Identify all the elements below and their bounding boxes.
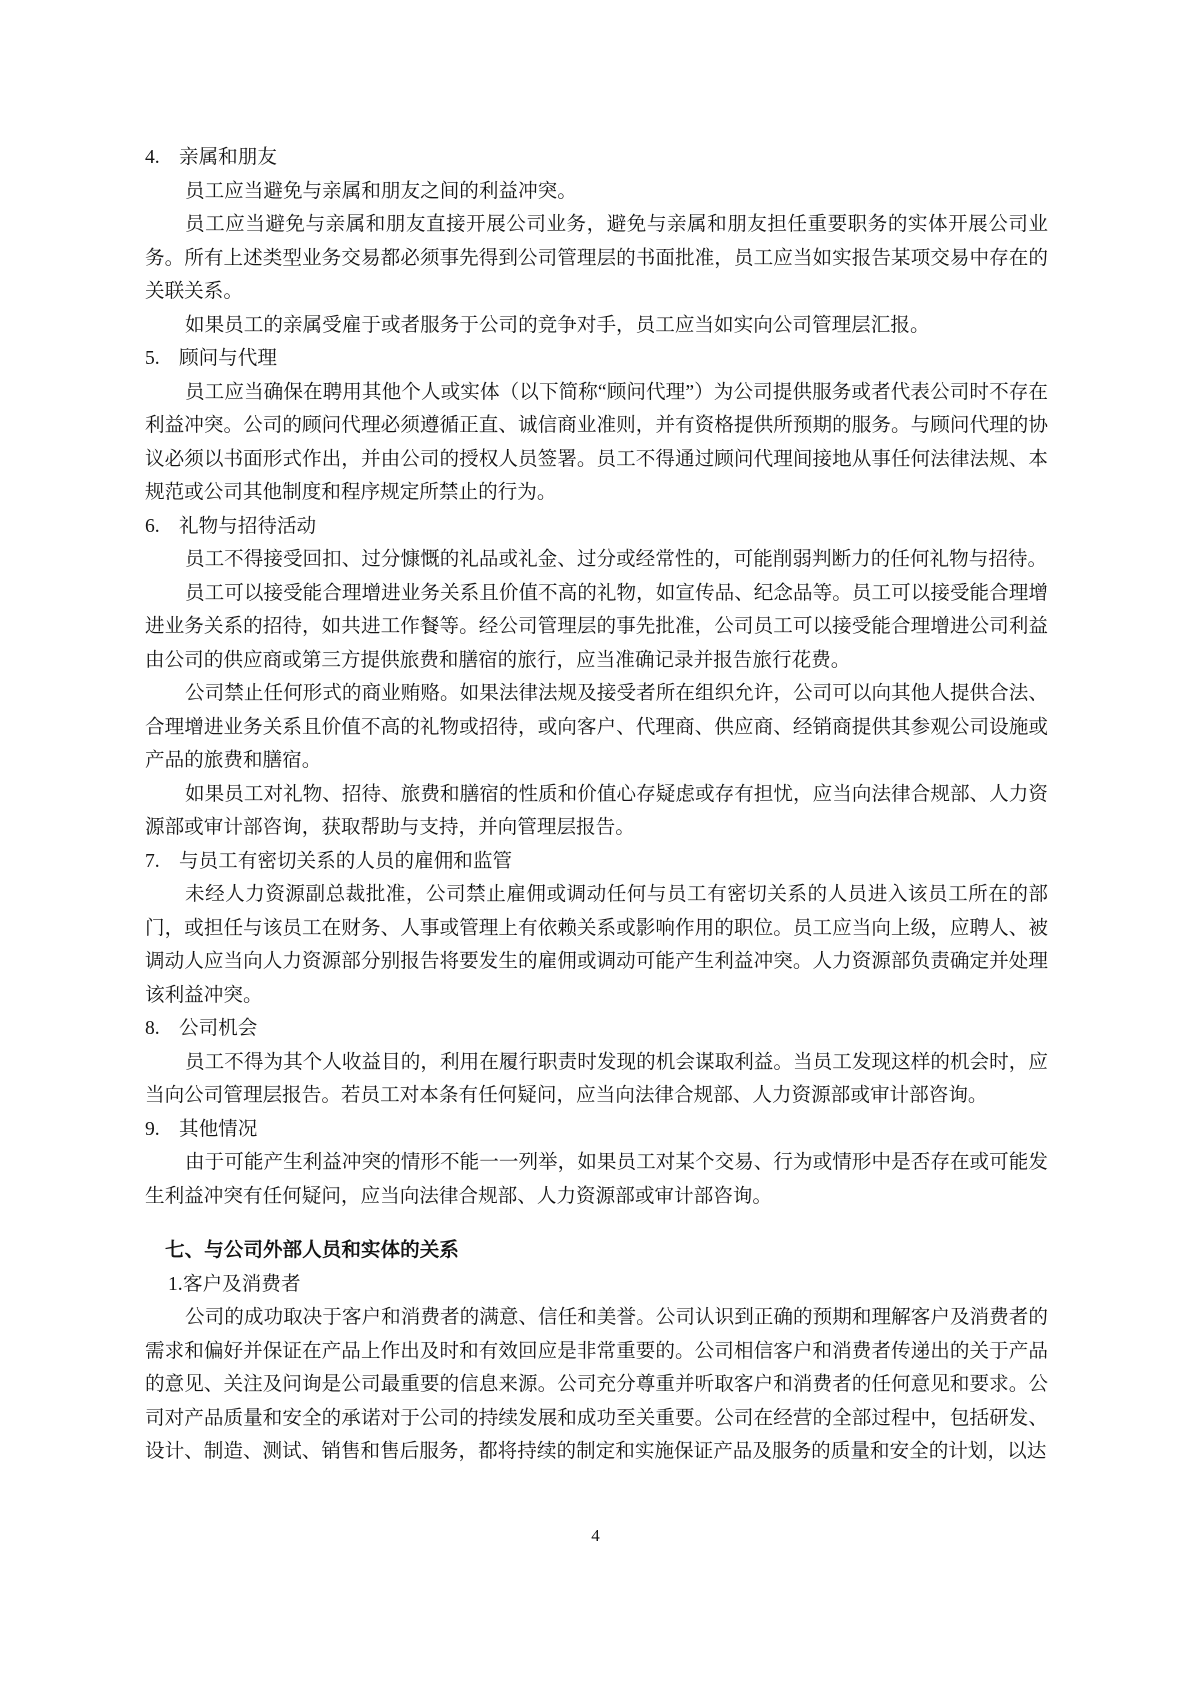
list-number: 8. — [145, 1018, 160, 1039]
list-title: 公司机会 — [179, 1018, 258, 1039]
list-title: 客户及消费者 — [183, 1273, 301, 1295]
document-content — [145, 141, 1048, 1469]
list-title: 顾问与代理 — [179, 348, 277, 369]
list-title: 其他情况 — [179, 1118, 258, 1140]
paragraph: 如果员工对礼物、招待、旅费和膳宿的性质和价值心存疑虑或存有担忧，应当向法律合规部、人力资源部或审计部咨询，获取帮助与支持，并向管理层报告。 — [145, 783, 1048, 838]
list-title: 礼物与招待活动 — [179, 515, 317, 537]
list-number: 6. — [145, 515, 160, 537]
list-title: 与员工有密切关系的人员的雇佣和监管 — [179, 850, 513, 872]
paragraph: 员工不得为其个人收益目的，利用在履行职责时发现的机会谋取利益。当员工发现这样的机会时，应当向公司管理层报告。若员工对本条有任何疑问，应当向法律合规部、人力资源部或审计部咨询。 — [145, 1051, 1048, 1106]
list-number: 5. — [145, 348, 160, 369]
list-item — [145, 1268, 1048, 1302]
paragraph: 未经人力资源副总裁批准，公司禁止雇佣或调动任何与员工有密切关系的人员进入该员工所在的部门，或担任与该员工在财务、人事或管理上有依赖关系或影响作用的职位。员工应当向上级，应聘人、被调动人应当向人力资源部分别报告将要发生的雇佣或调动可能产生利益冲突。人力资源部负责确定并处理该利益冲突。 — [145, 884, 1048, 1006]
paragraph: 由于可能产生利益冲突的情形不能一一列举，如果员工对某个交易、行为或情形中是否存在或可能发生利益冲突有任何疑问，应当向法律合规部、人力资源部或审计部咨询。 — [145, 1152, 1048, 1207]
list-item — [145, 845, 1048, 879]
paragraph: 如果员工的亲属受雇于或者服务于公司的竞争对手，员工应当如实向公司管理层汇报。 — [185, 314, 930, 336]
list-item — [145, 141, 1048, 175]
paragraph: 员工应当避免与亲属和朋友直接开展公司业务，避免与亲属和朋友担任重要职务的实体开展公司业务。所有上述类型业务交易都必须事先得到公司管理层的书面批准，员工应当如实报告某项交易中存在的关联关系。 — [145, 214, 1048, 302]
paragraph: 公司禁止任何形式的商业贿赂。如果法律法规及接受者所在组织允许，公司可以向其他人提供合法、合理增进业务关系且价值不高的礼物或招待，或向客户、代理商、供应商、经销商提供其参观公司设施或产品的旅费和膳宿。 — [145, 683, 1048, 771]
paragraph: 员工应当避免与亲属和朋友之间的利益冲突。 — [185, 180, 577, 202]
list-item — [145, 1012, 1048, 1046]
list-number: 4. — [145, 147, 160, 168]
list-item — [145, 510, 1048, 544]
section-heading: 七、与公司外部人员和实体的关系 — [165, 1240, 459, 1261]
list-number: 9. — [145, 1118, 160, 1140]
paragraph: 员工不得接受回扣、过分慷慨的礼品或礼金、过分或经常性的，可能削弱判断力的任何礼物与招待。 — [185, 549, 1048, 570]
paragraph: 员工可以接受能合理增进业务关系且价值不高的礼物，如宣传品、纪念品等。员工可以接受能合理增进业务关系的招待，如共进工作餐等。经公司管理层的事先批准，公司员工可以接受能合理增进公司利益由公司的供应商或第三方提供旅费和膳宿的旅行，应当准确记录并报告旅行花费。 — [145, 582, 1048, 671]
page-number: 4 — [591, 1526, 600, 1545]
list-item — [145, 1113, 1048, 1147]
list-title: 亲属和朋友 — [179, 147, 277, 168]
list-number: 1. — [168, 1273, 183, 1295]
paragraph: 员工应当确保在聘用其他个人或实体（以下简称“顾问代理”）为公司提供服务或者代表公司时不存在利益冲突。公司的顾问代理必须遵循正直、诚信商业准则，并有资格提供所预期的服务。与顾问代理的协议必须以书面形式作出，并由公司的授权人员签署。员工不得通过顾问代理间接地从事任何法律法规、本规范或公司其他制度和程序规定所禁止的行为。 — [145, 381, 1048, 503]
list-item — [145, 342, 1048, 376]
paragraph: 公司的成功取决于客户和消费者的满意、信任和美誉。公司认识到正确的预期和理解客户及消费者的需求和偏好并保证在产品上作出及时和有效回应是非常重要的。公司相信客户和消费者传递出的关于产品的意见、关注及问询是公司最重要的信息来源。公司充分尊重并听取客户和消费者的任何意见和要求。公司对产品质量和安全的承诺对于公司的持续发展和成功至关重要。公司在经营的全部过程中，包括研发、设计、制造、测试、销售和售后服务，都将持续的制定和实施保证产品及服务的质量和安全的计划，以达 — [145, 1307, 1048, 1462]
list-number: 7. — [145, 850, 160, 872]
